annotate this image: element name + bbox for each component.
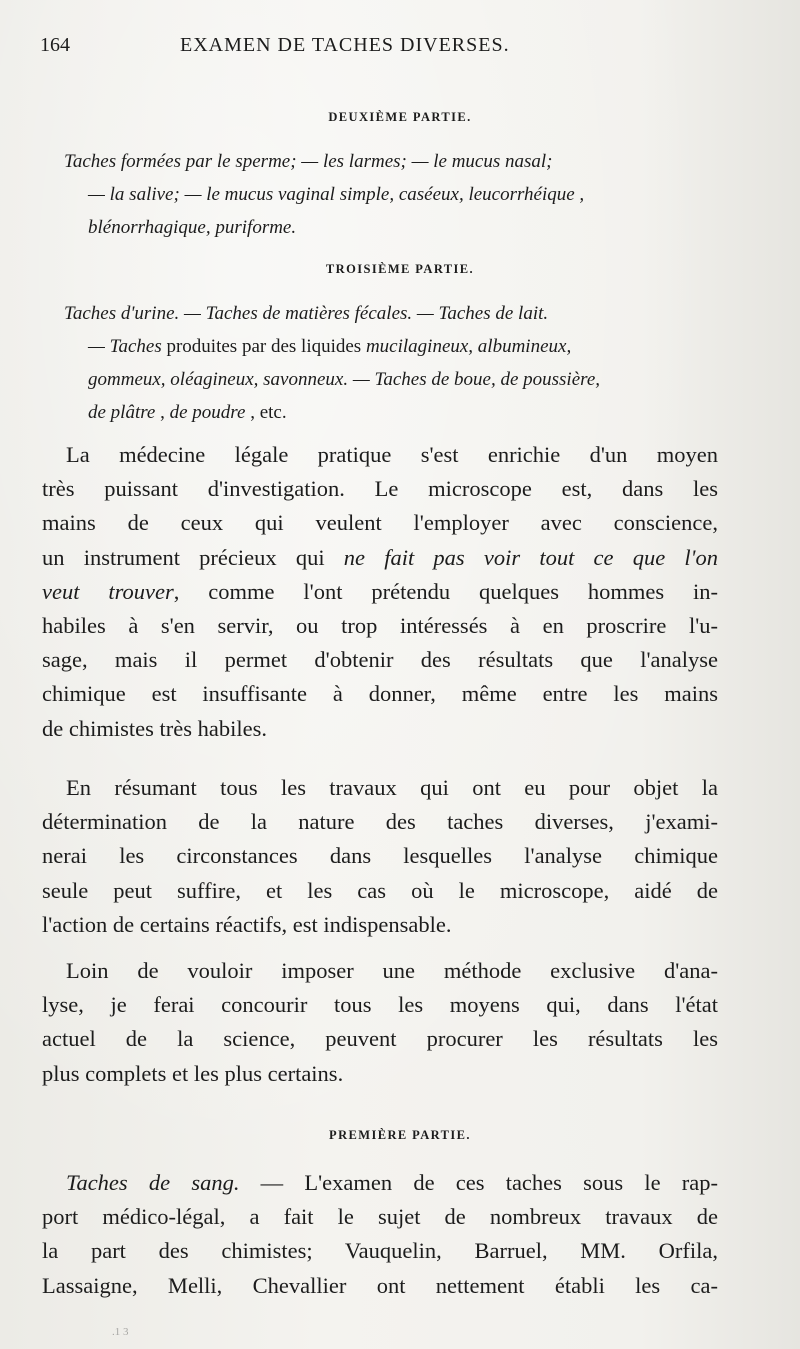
text-line [42, 988, 718, 1022]
text-run: sage, mais il permet d'obtenir des résultats que l'analyse [42, 647, 718, 673]
text-line [64, 363, 704, 396]
italic-text: Taches de sang. [66, 1170, 240, 1195]
text-line [42, 908, 718, 942]
text-run: Lassaigne, Melli, Chevallier ont nettement établi les ca- [42, 1272, 718, 1298]
troisieme-partie-list [64, 297, 704, 429]
text-run: habiles à s'en servir, ou trop intéressés à en proscrire l'u- [42, 613, 718, 639]
paragraph-methode [42, 954, 718, 1091]
text-run: chimique est insuffisante à donner, même entre les mains [42, 681, 718, 707]
page-smudge: .1 3 [112, 1326, 129, 1338]
text-line [42, 541, 718, 575]
text-line [42, 609, 718, 643]
text-line [64, 396, 704, 429]
italic-text: — Taches [88, 336, 162, 357]
text-line [42, 1269, 718, 1303]
text-line [42, 643, 718, 677]
text-run: Loin de vouloir imposer une méthode exclusive d'ana- [66, 958, 718, 983]
text-run: détermination de la nature des taches diverses, j'exami- [42, 809, 718, 835]
text-run: très puissant d'investigation. Le microscope est, dans les [42, 476, 718, 502]
text-run: un instrument précieux qui [42, 544, 344, 570]
italic-text: — la salive; — le mucus vaginal simple, caséeux, leucorrhéique , [88, 184, 585, 205]
text-line [42, 677, 718, 711]
text-line [42, 506, 718, 540]
text-line [42, 472, 718, 506]
paragraph-taches-de-sang [42, 1166, 718, 1303]
italic-text: ne fait pas voir tout ce que l'on [343, 544, 718, 570]
text-run: nerai les circonstances dans lesquelles l'analyse chimique [42, 843, 718, 869]
text-run: En résumant tous les travaux qui ont eu pour objet la [66, 775, 718, 800]
text-run: plus complets et les plus certains. [42, 1060, 344, 1086]
text-run: — L'examen de ces taches sous le rap- [239, 1170, 718, 1195]
text-line [42, 1057, 718, 1091]
italic-text: blénorrhagique, puriforme. [88, 217, 297, 238]
text-line [64, 211, 704, 244]
text-line [42, 805, 718, 839]
text-line [42, 575, 718, 609]
text-line [42, 1200, 718, 1234]
text-line [42, 438, 718, 472]
deuxieme-partie-list [64, 145, 704, 244]
text-line [42, 839, 718, 873]
text-run: , comme l'ont prétendu quelques hommes in- [173, 578, 718, 604]
text-run: produites par des liquides [161, 336, 366, 357]
text-run: l'action de certains réactifs, est indispensable. [42, 911, 452, 937]
text-run: seule peut suffire, et les cas où le microscope, aidé de [42, 877, 718, 903]
text-line [42, 954, 718, 988]
text-run: , etc. [245, 402, 287, 423]
text-line [42, 1234, 718, 1268]
text-line [64, 145, 704, 178]
text-line [42, 874, 718, 908]
text-line [42, 1022, 718, 1056]
page-header [40, 34, 760, 70]
section-title-troisieme: TROISIÈME PARTIE. [325, 262, 475, 276]
text-run: actuel de la science, peuvent procurer les résultats les [42, 1026, 718, 1052]
section-title-premiere: PREMIÈRE PARTIE. [329, 1128, 471, 1142]
section-title-deuxieme: DEUXIÈME PARTIE. [328, 110, 472, 124]
text-line [64, 330, 704, 363]
italic-text: mucilagineux, albumineux, [365, 336, 572, 357]
text-run: La médecine légale pratique s'est enrichie d'un moyen [66, 442, 718, 467]
text-line [42, 771, 718, 805]
text-line [42, 1166, 718, 1200]
text-run: mains de ceux qui veulent l'employer avec conscience, [42, 510, 718, 536]
running-title: EXAMEN DE TACHES DIVERSES. [180, 34, 510, 56]
text-run: port médico-légal, a fait le sujet de nombreux travaux de [42, 1204, 718, 1230]
italic-text: gommeux, oléagineux, savonneux. — Taches de boue, de poussière, [88, 369, 601, 390]
italic-text: de poudre [169, 402, 246, 423]
text-run: lyse, je ferai concourir tous les moyens qui, dans l'état [42, 992, 718, 1018]
italic-text: veut trouver [42, 578, 174, 604]
text-line [64, 297, 704, 330]
text-line [42, 712, 718, 746]
page-number: 164 [40, 34, 70, 56]
text-run: , [155, 402, 170, 423]
paragraph-resumant [42, 771, 718, 942]
text-line [64, 178, 704, 211]
paragraph-microscope [42, 438, 718, 746]
italic-text: de plâtre [88, 402, 156, 423]
italic-text: Taches d'urine. — Taches de matières fécales. — Taches de lait. [64, 303, 549, 324]
italic-text: Taches formées par le sperme; — les larmes; — le mucus nasal; [64, 151, 553, 172]
text-run: de chimistes très habiles. [42, 715, 267, 741]
text-run: la part des chimistes; Vauquelin, Barruel, MM. Orfila, [42, 1238, 718, 1264]
